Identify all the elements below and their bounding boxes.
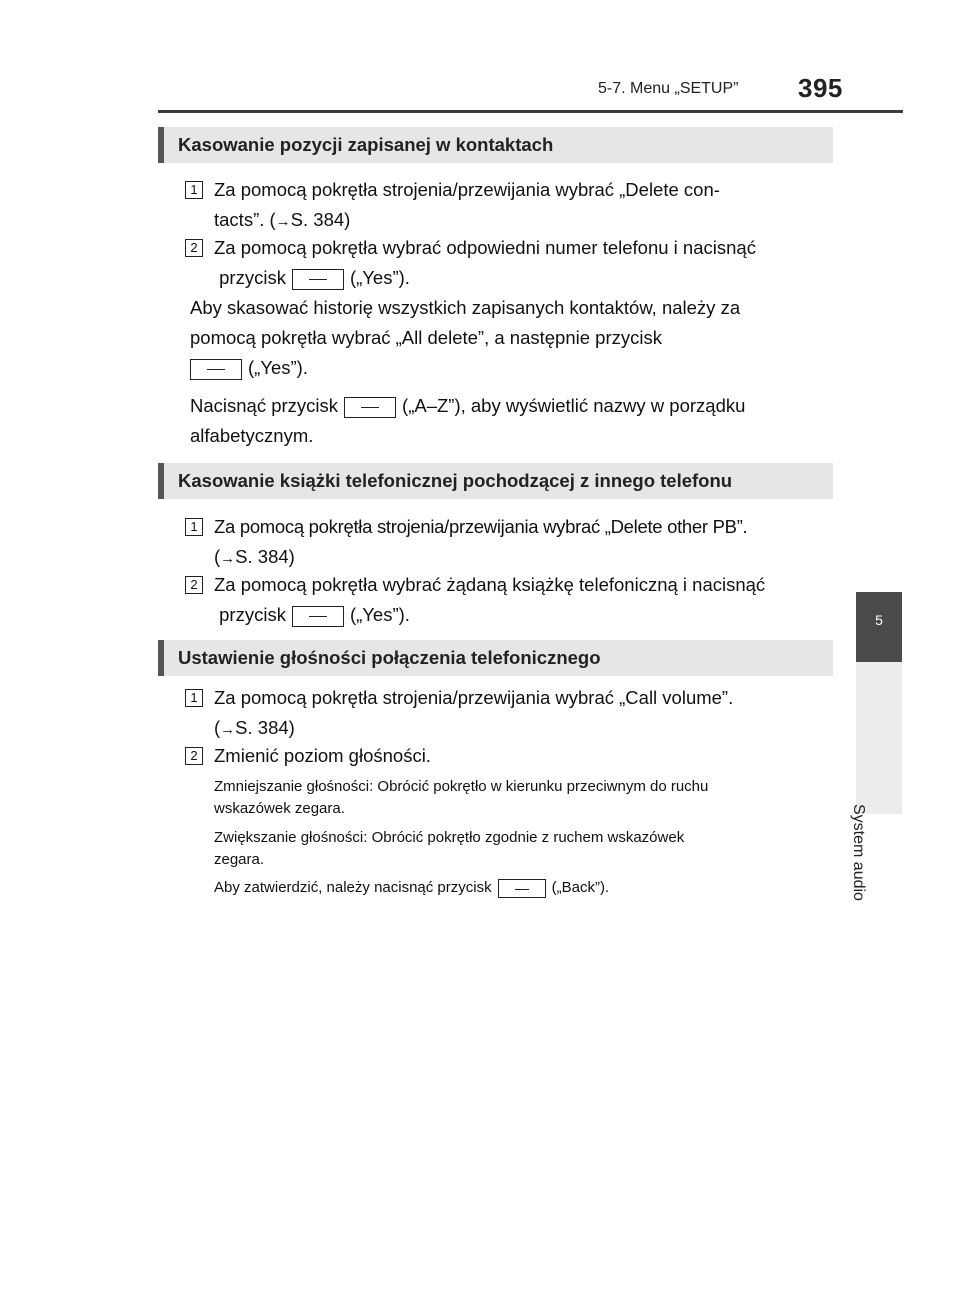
note-item <box>190 391 830 451</box>
softkey-blank-icon <box>344 397 396 418</box>
sub-note-text: Zmniejszanie głośności: Obrócić pokrętło w kierunku przeciwnym do ruchu <box>214 778 709 795</box>
note-text: („A–Z”), aby wyświetlić nazwy w porządku <box>402 395 746 416</box>
header-divider <box>158 110 903 113</box>
softkey-blank-icon <box>498 879 546 898</box>
step-number: 1 <box>185 181 203 199</box>
step-text: Za pomocą pokrętła strojenia/przewijania wybrać „Delete other PB”. <box>214 516 748 537</box>
step-text: Za pomocą pokrętła wybrać odpowiedni numer telefonu i nacisnąć <box>214 237 756 258</box>
sub-note-text: („Back”). <box>551 879 610 896</box>
step-number: 1 <box>185 689 203 707</box>
note-text: alfabetycznym. <box>190 425 314 446</box>
section-heading-delete-phonebook: Kasowanie książki telefonicznej pochodzącej z innego telefonu <box>158 463 833 499</box>
step-number: 1 <box>185 518 203 536</box>
step-text: ( <box>214 546 221 567</box>
step-number: 2 <box>185 576 203 594</box>
step-text: („Yes”). <box>349 267 410 288</box>
note-text: („Yes”). <box>248 357 308 378</box>
page-number: 395 <box>798 73 843 103</box>
note-text: pomocą pokrętła wybrać „All delete”, a następnie przycisk <box>190 327 662 348</box>
chapter-tab-label-box <box>850 662 902 901</box>
sub-note-text: Zwiększanie głośności: Obrócić pokrętło zgodnie z ruchem wskazówek <box>214 829 685 846</box>
sub-note-text: zegara. <box>214 851 265 868</box>
sub-note <box>214 776 830 820</box>
chapter-number: 5 <box>875 612 883 628</box>
step-text: Zmienić poziom głośności. <box>214 745 431 766</box>
arrow-right-icon: → <box>220 721 236 738</box>
page-reference-link: S. 384) <box>235 717 295 738</box>
sub-note <box>214 827 830 871</box>
step-text: Za pomocą pokrętła strojenia/przewijania wybrać „Call volume”. <box>214 687 734 708</box>
softkey-blank-icon <box>190 359 242 380</box>
step-text: („Yes”). <box>349 604 410 625</box>
chapter-tab <box>856 592 902 662</box>
step-text: przycisk <box>219 604 286 625</box>
step-item <box>190 233 830 293</box>
note-text: Aby skasować historię wszystkich zapisanych kontaktów, należy za <box>190 297 741 318</box>
step-number: 2 <box>185 747 203 765</box>
step-item <box>190 570 830 630</box>
sub-note <box>214 877 830 899</box>
sub-note-text: Aby zatwierdzić, należy nacisnąć przycisk <box>214 879 492 896</box>
section-heading-call-volume: Ustawienie głośności połączenia telefonicznego <box>158 640 833 676</box>
step-text: ( <box>214 717 221 738</box>
arrow-right-icon: → <box>275 213 291 230</box>
arrow-right-icon: → <box>220 550 236 567</box>
step-text: Za pomocą pokrętła wybrać żądaną książkę telefoniczną i nacisnąć <box>214 574 766 595</box>
chapter-label: System audio <box>850 804 867 901</box>
step-text: Za pomocą pokrętła strojenia/przewijania wybrać „Delete con- <box>214 179 720 200</box>
step-number: 2 <box>185 239 203 257</box>
step-item <box>190 741 830 771</box>
step-text: tacts”. ( <box>214 209 276 230</box>
sub-note-text: wskazówek zegara. <box>214 800 345 817</box>
section-heading-delete-contact: Kasowanie pozycji zapisanej w kontaktach <box>158 127 833 163</box>
softkey-blank-icon <box>292 269 344 290</box>
header-section-title: 5-7. Menu „SETUP” <box>598 80 739 97</box>
step-item <box>190 512 830 574</box>
step-item <box>190 683 830 745</box>
softkey-blank-icon <box>292 606 344 627</box>
step-item <box>190 175 830 237</box>
step-text: przycisk <box>219 267 286 288</box>
page-reference-link: S. 384) <box>235 546 295 567</box>
note-text: Nacisnąć przycisk <box>190 395 339 416</box>
page-reference-link: S. 384) <box>290 209 351 230</box>
note-item <box>190 293 830 383</box>
